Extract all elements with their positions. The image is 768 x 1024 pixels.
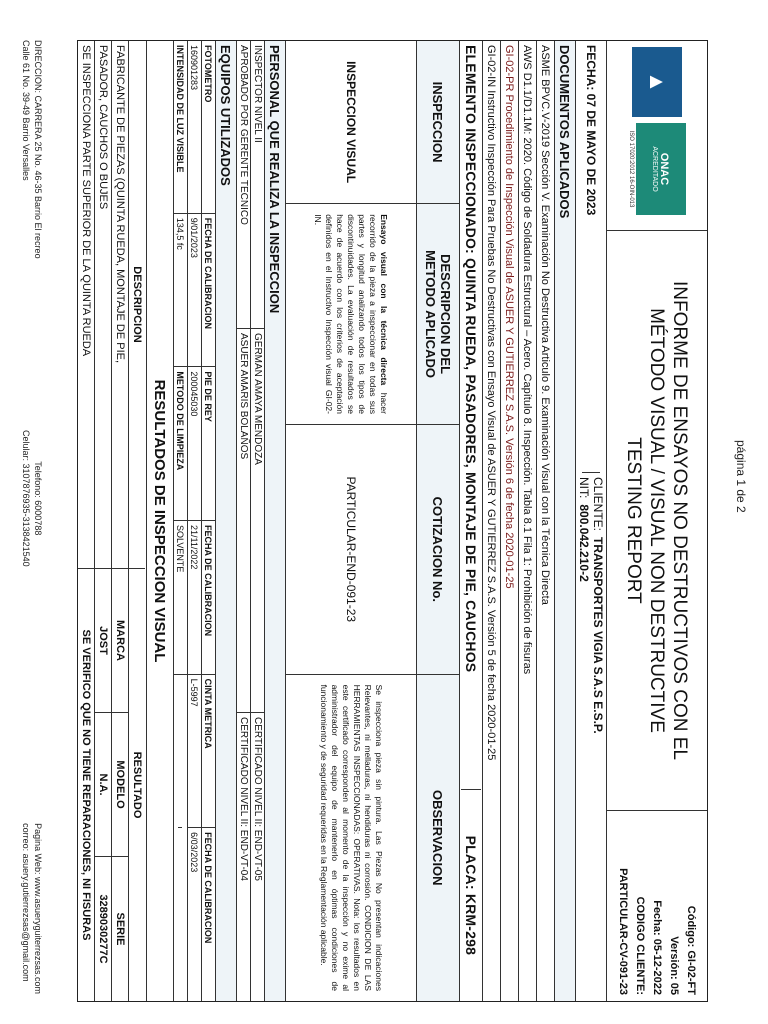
- resultados-row: [94, 41, 111, 1001]
- personal-row: [250, 41, 264, 1001]
- col-descripcion-1: DESCRIPCION DEL: [438, 254, 453, 375]
- resultados-final-row: [78, 41, 94, 1001]
- doc-line-text: AWS D1.1/D1.1M: 2020. Código de Soldadura Estructural – Acero. Capítulo 8. Inspección. Tabla 8.1 Fila 1: Prohibición de fisuras: [521, 45, 534, 675]
- eq-cell: 160901283: [188, 41, 202, 214]
- col-descripcion: [417, 204, 459, 425]
- footer-direccion-1: DIRECCION: CARRERA 25 No. 46-35 Barrio El recreo: [33, 40, 43, 259]
- eq-cell: FECHA DE CALIBRACION: [202, 214, 216, 368]
- elemento-inspeccionado: ELEMENTO INSPECCIONADO: QUINTA RUEDA, PASADORES, MONTAJE DE PIE, CAUCHOS: [461, 41, 481, 790]
- res-marca: JOST: [95, 569, 111, 713]
- columns-header: [416, 41, 459, 1001]
- res-head-descripcion: DESCRIPCION: [130, 41, 146, 569]
- personal-title-row: [264, 41, 285, 1001]
- eq-cell: L-5997: [188, 675, 202, 829]
- documentos-title-row: [554, 41, 575, 1001]
- doc-line: [536, 41, 554, 1001]
- report-table: [77, 40, 708, 1002]
- doc-line-text: ASME BPVC.V-2019 Sección V. Examinación No Destructiva Articulo 9. Examinación Visual con la Técnica Directa: [539, 45, 552, 605]
- metodo-cell: [286, 204, 416, 425]
- codigo-cliente-label: CODIGO CLIENTE:: [634, 896, 647, 995]
- document-codes: [607, 811, 707, 1001]
- eq-cell: 200045030: [188, 367, 202, 521]
- col-observacion: OBSERVACION: [430, 789, 446, 886]
- personal-cert: CERTIFICADO NIVEL II: END-VT-04: [238, 717, 249, 881]
- client-info: [575, 473, 607, 1001]
- equipos-title: EQUIPOS UTILIZADOS: [218, 45, 234, 186]
- placa: PLACA: KRM-298: [463, 835, 479, 956]
- cliente-label: CLIENTE:: [591, 477, 605, 532]
- report-date: FECHA: 07 DE MAYO DE 2023: [582, 41, 600, 473]
- eq-cell: 21/11/2022: [188, 521, 202, 675]
- doc-line: [482, 41, 500, 1001]
- metodo-bold: Ensayo visual con la técnica directa: [379, 214, 390, 386]
- doc-line-text: GI-02-IN Instructivo Inspección Para Pruebas No Destructivas con Ensayo Visual de ASUER Y GUTIERREZ S.A.S. Versión 5 de fecha 2020-01-25: [485, 45, 498, 761]
- title-line-2: MÉTODO VISUAL / VISUAL NON DESTRUCTIVE: [646, 308, 668, 733]
- eq-cell: 6/03/2023: [189, 832, 200, 873]
- report-header: [606, 41, 707, 1001]
- onac-logo-text: ONAC: [658, 152, 671, 186]
- personal-role: INSPECTOR NIVEL II: [250, 41, 265, 329]
- eq-cell: FECHA DE CALIBRACION: [203, 832, 214, 944]
- equipos-row: [173, 41, 187, 1001]
- eq-cell: [179, 675, 183, 829]
- footer-correo: correo: asuery.gutierrezsas@gmail.com: [21, 823, 31, 982]
- eq-cell: SOLVENTE: [174, 521, 188, 675]
- col-cotizacion: COTIZACION No.: [417, 425, 459, 675]
- nit-label: NIT:: [577, 477, 591, 499]
- iso-note: ISO 17020:2012 16-OIN-013: [628, 130, 634, 208]
- res-parte: SE INSPECCIONA PARTE SUPERIOR DE LA QUINTA RUEDA: [78, 41, 94, 569]
- inspeccion-value: INSPECCION VISUAL: [286, 41, 416, 204]
- logo-area: [607, 41, 707, 231]
- onac-logo-icon: [636, 123, 686, 215]
- title-line-3: TESTING REPORT: [623, 437, 645, 604]
- personal-title: PERSONAL QUE REALIZA LA INSPECCION: [267, 45, 283, 314]
- personal-name: GERMAN AMAYA MENDOZA: [250, 329, 265, 713]
- observacion-cell: [286, 675, 416, 1001]
- title-line-1: INFORME DE ENSAYOS NO DESTRUCTIVOS CON EL: [669, 281, 691, 760]
- doc-line: [518, 41, 536, 1001]
- resultados-title: RESULTADOS DE INSPECCION VISUAL: [151, 379, 169, 663]
- equipos-title-row: [215, 41, 236, 1001]
- meta-row: [575, 41, 606, 1001]
- resultados-title-row: [146, 41, 173, 1001]
- res-head-serie: SERIE: [114, 912, 126, 946]
- cotizacion-value: PARTICULAR-END-091-23: [286, 425, 416, 675]
- footer-web: [20, 823, 44, 994]
- documentos-title: DOCUMENTOS APLICADOS: [557, 45, 573, 219]
- eq-cell: INTENSIDAD DE LUZ VISIBLE: [174, 41, 188, 214]
- eq-cell: PIE DE REY: [202, 367, 216, 521]
- fecha-version: Fecha: 05-12-2022: [651, 900, 664, 995]
- elemento-row: [459, 41, 482, 1001]
- res-serie: 3289030277C: [97, 894, 109, 964]
- col-descripcion-2: METODO APLICADO: [423, 250, 438, 378]
- footer-celular: Celular: 3107876935-3138421540: [21, 430, 31, 567]
- personal-cert: CERTIFICADO NIVEL II: END-VT-05: [252, 717, 263, 881]
- col-inspeccion: INSPECCION: [417, 41, 459, 204]
- footer-direccion-2: Calle 61 No. 39-49 Barrio Versalles: [21, 40, 31, 181]
- version: Versión: 05: [668, 936, 681, 995]
- equipos-row: [201, 41, 215, 1001]
- equipos-row: [187, 41, 201, 1001]
- eq-cell: 9/01/2023: [188, 214, 202, 368]
- codigo-cliente: PARTICULAR-CV-091-23: [617, 868, 630, 995]
- doc-line-text: GI-02-PR Procedimiento de Inspección Visual de ASUER Y GUTIERREZ S.A.S. Versión 6 de fecha 2020-01-25: [503, 45, 516, 589]
- res-head-marca: MARCA: [112, 569, 128, 713]
- res-desc-2: PASADOR, CAUCHOS O BUJES: [95, 41, 111, 569]
- res-verificacion: SE VERIFICO QUE NO TIENE REPARACIONES, NI FISURAS: [80, 629, 92, 941]
- eq-cell: FECHA DE CALIBRACION: [202, 521, 216, 675]
- eq-cell: 134,5 fc: [174, 214, 188, 368]
- res-head-resultado: RESULTADO: [131, 751, 144, 819]
- eq-cell: CINTA METRICA: [202, 675, 216, 829]
- eq-cell: [179, 828, 183, 1001]
- inspection-body: [285, 41, 416, 1001]
- onac-logo-subtext: ACREDITADO: [651, 146, 659, 192]
- personal-row: [236, 41, 250, 1001]
- observacion-text: Se inspecciona pieza sin pintura. Las Piezas No presentan indicaciones Relevantes, ni melladuras, ni hendiduras ni corrosión. CONDICION DE LAS HERRAMIENTAS INSPECCIONADAS: OPERATIVAS. Nota: los resultados en este certificado corresponden al momento de la inspección y no exime al administrador del equipo de mantenerlo en óptimas condiciones de funcionamiento y de seguridad requeridas en la Reglamentación aplicable.: [319, 684, 384, 991]
- res-modelo: N.A.: [95, 713, 111, 857]
- personal-name: ASUER AMARIS BOLAÑOS: [236, 329, 251, 713]
- footer-phones: [20, 430, 44, 567]
- personal-role: APROBADO POR GERENTE TECNICO: [236, 41, 251, 329]
- res-head-modelo: MODELO: [112, 713, 128, 857]
- footer-address: [20, 40, 44, 259]
- doc-line: [500, 41, 518, 1001]
- res-desc-1: FABRICANTE DE PIEZAS (QUINTA RUEDA, MONTAJE DE PIE,: [112, 41, 128, 569]
- eq-cell: METODO DE LIMPIEZA: [174, 367, 188, 521]
- resultados-header: [128, 41, 146, 1001]
- nit-value: 800.042.210-2: [577, 504, 591, 582]
- metodo-rest: hacer recorrido de la pieza a inspeccionar en todas sus partes y longitud analizando todos los tipos de discontinuidades. La evaluación de resultados se hace de acuerdo con los criterios de aceptación definidos en el Instructivo Inspección visual GI-02-IN.: [313, 214, 390, 414]
- codigo: Código: GI-02-FT: [685, 905, 698, 995]
- report-title: [607, 231, 707, 811]
- resultados-subheader: [111, 41, 128, 1001]
- metodo-text: [307, 208, 396, 420]
- cliente-value: TRANSPORTES VIGIA S.A.S E.S.P.: [591, 537, 605, 734]
- footer-web-text: Pagina Web: www.asueryguiterrezsas.com: [33, 823, 43, 994]
- page-number: página 1 de 2: [734, 440, 748, 513]
- eq-cell: FOTOMETRO: [202, 41, 216, 214]
- footer-telefono: Telefono: 6000788: [33, 461, 43, 536]
- company-logo-icon: ▲: [632, 47, 682, 117]
